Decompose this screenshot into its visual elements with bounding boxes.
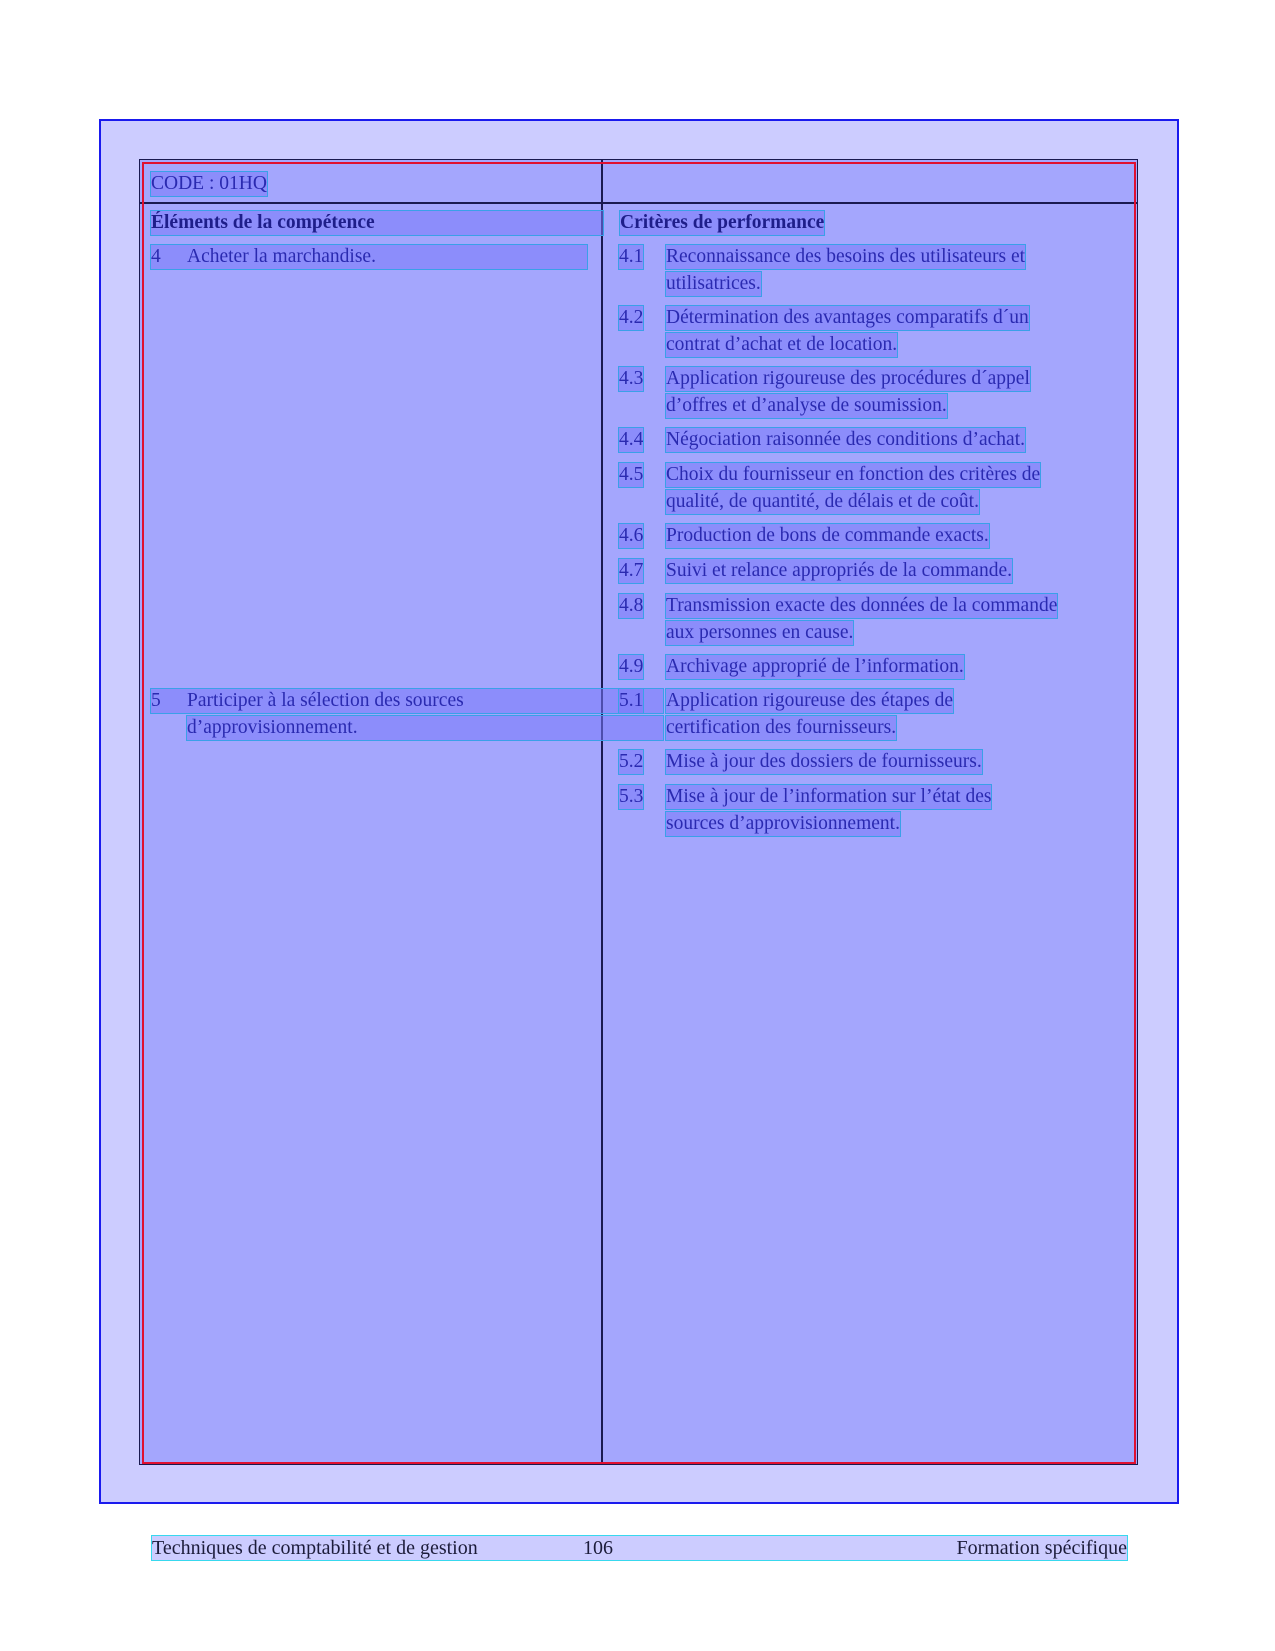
left-column-heading: Éléments de la compétence xyxy=(151,211,603,235)
page-footer xyxy=(151,1535,1128,1561)
right-column-heading: Critères de performance xyxy=(620,212,825,233)
footer-section: Formation spécifique xyxy=(956,1537,1127,1559)
page-number: 106 xyxy=(583,1537,613,1559)
criterion-text: Négociation raisonnée des conditions d’achat. xyxy=(666,429,1026,450)
criterion-number: 5.3 xyxy=(619,786,644,807)
element-number: 4 xyxy=(151,245,587,269)
criterion-text: aux personnes en cause. xyxy=(666,622,854,643)
criterion-text: Production de bons de commande exacts. xyxy=(666,525,989,546)
criterion-text: certification des fournisseurs. xyxy=(666,717,897,738)
criterion-number: 4.4 xyxy=(619,429,644,450)
criterion-number: 5.1 xyxy=(619,690,644,711)
criterion-text: Application rigoureuse des étapes de xyxy=(666,690,953,711)
code-label: CODE : 01HQ xyxy=(151,173,267,194)
criterion-text: contrat d’achat et de location. xyxy=(666,334,898,355)
criterion-number: 4.9 xyxy=(619,656,644,677)
criterion-text: Suivi et relance appropriés de la commande. xyxy=(666,560,1012,581)
criterion-text: Transmission exacte des données de la commande xyxy=(666,595,1058,616)
criterion-number: 4.2 xyxy=(619,307,644,328)
criterion-text: Archivage approprié de l’information. xyxy=(666,656,964,677)
criterion-number: 4.1 xyxy=(619,246,644,267)
criterion-number: 4.6 xyxy=(619,525,644,546)
footer-title: Techniques de comptabilité et de gestion xyxy=(152,1537,478,1559)
criterion-text: d’offres et d’analyse de soumission. xyxy=(666,395,947,416)
criterion-number: 5.2 xyxy=(619,751,644,772)
criterion-text: Détermination des avantages comparatifs d´un xyxy=(666,307,1029,328)
criterion-text: Reconnaissance des besoins des utilisateurs et xyxy=(666,246,1026,267)
criterion-number: 4.7 xyxy=(619,560,644,581)
criterion-text: Choix du fournisseur en fonction des critères de xyxy=(666,464,1041,485)
criterion-text: Mise à jour de l’information sur l’état des xyxy=(666,786,992,807)
element-text: Participer à la sélection des sources xyxy=(187,690,464,711)
element-number: 5 xyxy=(151,689,663,713)
header-divider xyxy=(140,202,1137,204)
criterion-text: Application rigoureuse des procédures d´appel xyxy=(666,368,1030,389)
criterion-text: sources d’approvisionnement. xyxy=(666,813,900,834)
element-text: Acheter la marchandise. xyxy=(187,246,376,267)
criterion-number: 4.5 xyxy=(619,464,644,485)
criterion-text: Mise à jour des dossiers de fournisseurs. xyxy=(666,751,982,772)
criterion-number: 4.3 xyxy=(619,368,644,389)
criterion-number: 4.8 xyxy=(619,595,644,616)
criterion-text: qualité, de quantité, de délais et de coût. xyxy=(666,491,979,512)
competence-table xyxy=(139,159,1138,1465)
column-divider xyxy=(601,159,603,1465)
element-text: d’approvisionnement. xyxy=(187,716,663,740)
criterion-text: utilisatrices. xyxy=(666,273,761,294)
